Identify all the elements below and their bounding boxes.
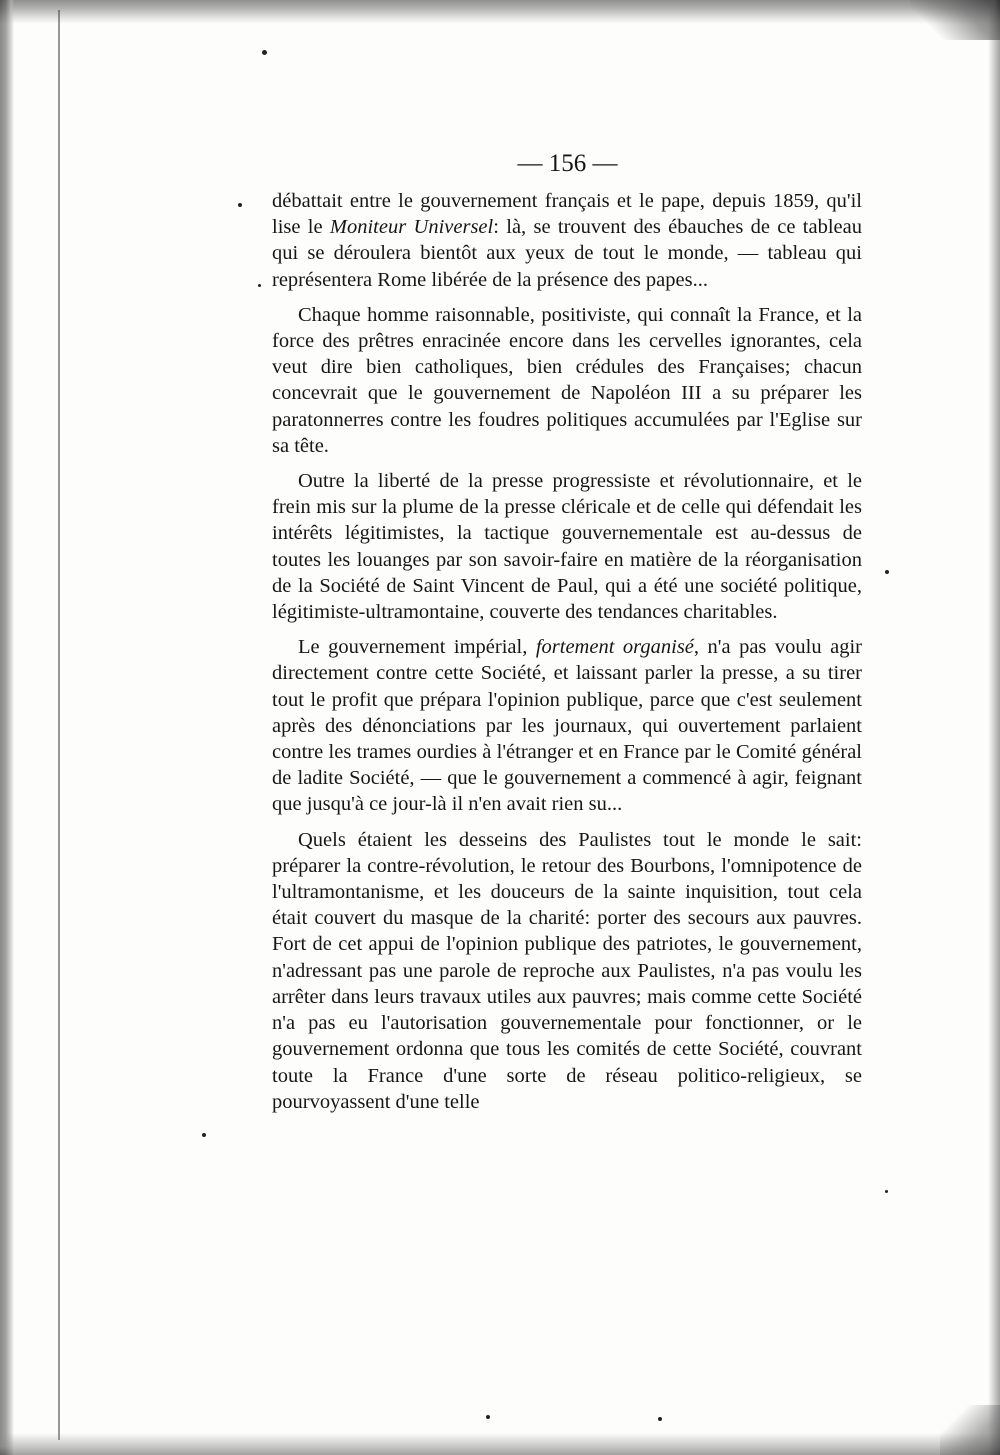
paragraph (272, 302, 862, 459)
scan-edge-bottom (0, 1433, 1000, 1455)
scan-edge-top (0, 0, 1000, 24)
scan-margin-line (58, 10, 60, 1440)
paragraph (272, 188, 862, 293)
text-run: Outre la liberté de la presse progressiste et révolutionnaire, et le frein mis sur la plume de la presse cléricale et de celle qui défendait les intérêts légitimistes, la tactique gouvernementale est au-dessus de toutes les louanges par son savoir-faire en matière de la réorganisation de la Société de Saint Vincent de Paul, qui a été une société politique, légitimiste-ultramontaine, couverte des tendances charitables. (272, 470, 862, 624)
scan-edge-left (0, 0, 14, 1455)
speck (885, 570, 889, 574)
italic-text: fortement organisé (535, 636, 694, 659)
text-run: débattait entre le gouvernement français et le pape, depuis 1859, qu'il lise le (272, 190, 862, 239)
scan-corner-top-right (910, 0, 1000, 40)
text-run: , n'a pas voulu agir directement contre cette Société, et laissant parler la presse, a su tirer tout le profit que prépara l'opinion publique, parce que c'est seulement après des dénonciations par les journaux, qui ouvertement parlaient contre les trames ourdies à l'étranger et en France par le Comité général de ladite Société, — que le gouvernement a commencé à agir, feignant que jusqu'à ce jour-là il n'en avait rien su... (272, 636, 862, 816)
text-run: Le gouvernement impérial, (298, 636, 536, 659)
body-text (272, 188, 862, 1115)
speck (202, 1133, 206, 1137)
scan-corner-bottom-right (940, 1405, 1000, 1455)
speck (486, 1415, 490, 1419)
speck (262, 50, 267, 55)
text-run: : là, se trouvent des ébauches de ce tableau qui se déroulera bientôt aux yeux de tout le monde, — tableau qui représentera Rome libérée de la présence des papes... (272, 216, 862, 291)
paragraph (272, 468, 862, 625)
speck (885, 1190, 888, 1193)
italic-text: Moniteur Universel (329, 216, 494, 239)
speck (658, 1417, 662, 1421)
speck (238, 203, 242, 207)
text-run: Quels étaient les desseins des Paulistes tout le monde le sait: préparer la contre-révolution, le retour des Bourbons, l'omnipotence de l'ultramontanisme, et les douceurs de la sainte inquisition, tout cela était couvert du masque de la charité: porter des secours aux pauvres. Fort de cet appui de l'opinion publique des patriotes, le gouvernement, n'adressant pas une parole de reproche aux Paulistes, n'a pas voulu les arrêter dans leurs travaux utiles aux pauvres; mais comme cette Société n'a pas eu l'autorisation gouvernementale pour fonctionner, or le gouvernement ordonna que tous les comités de cette Société, couvrant toute la France d'une sorte de réseau politico-religieux, se pourvoyassent d'une telle (272, 828, 862, 1113)
paragraph (272, 827, 862, 1115)
text-run: Chaque homme raisonnable, positiviste, qui connaît la France, et la force des prêtres enracinée encore dans les cervelles ignorantes, cela veut dire bien catholiques, bien crédules des Françaises; chacun concevrait que le gouvernement de Napoléon III a su préparer les paratonnerres contre les foudres politiques accumulées par l'Eglise sur sa tête. (272, 303, 862, 457)
page-number: — 156 — (517, 150, 618, 177)
speck (258, 284, 261, 287)
paragraph (272, 634, 862, 817)
scan-edge-right (988, 0, 1000, 1455)
